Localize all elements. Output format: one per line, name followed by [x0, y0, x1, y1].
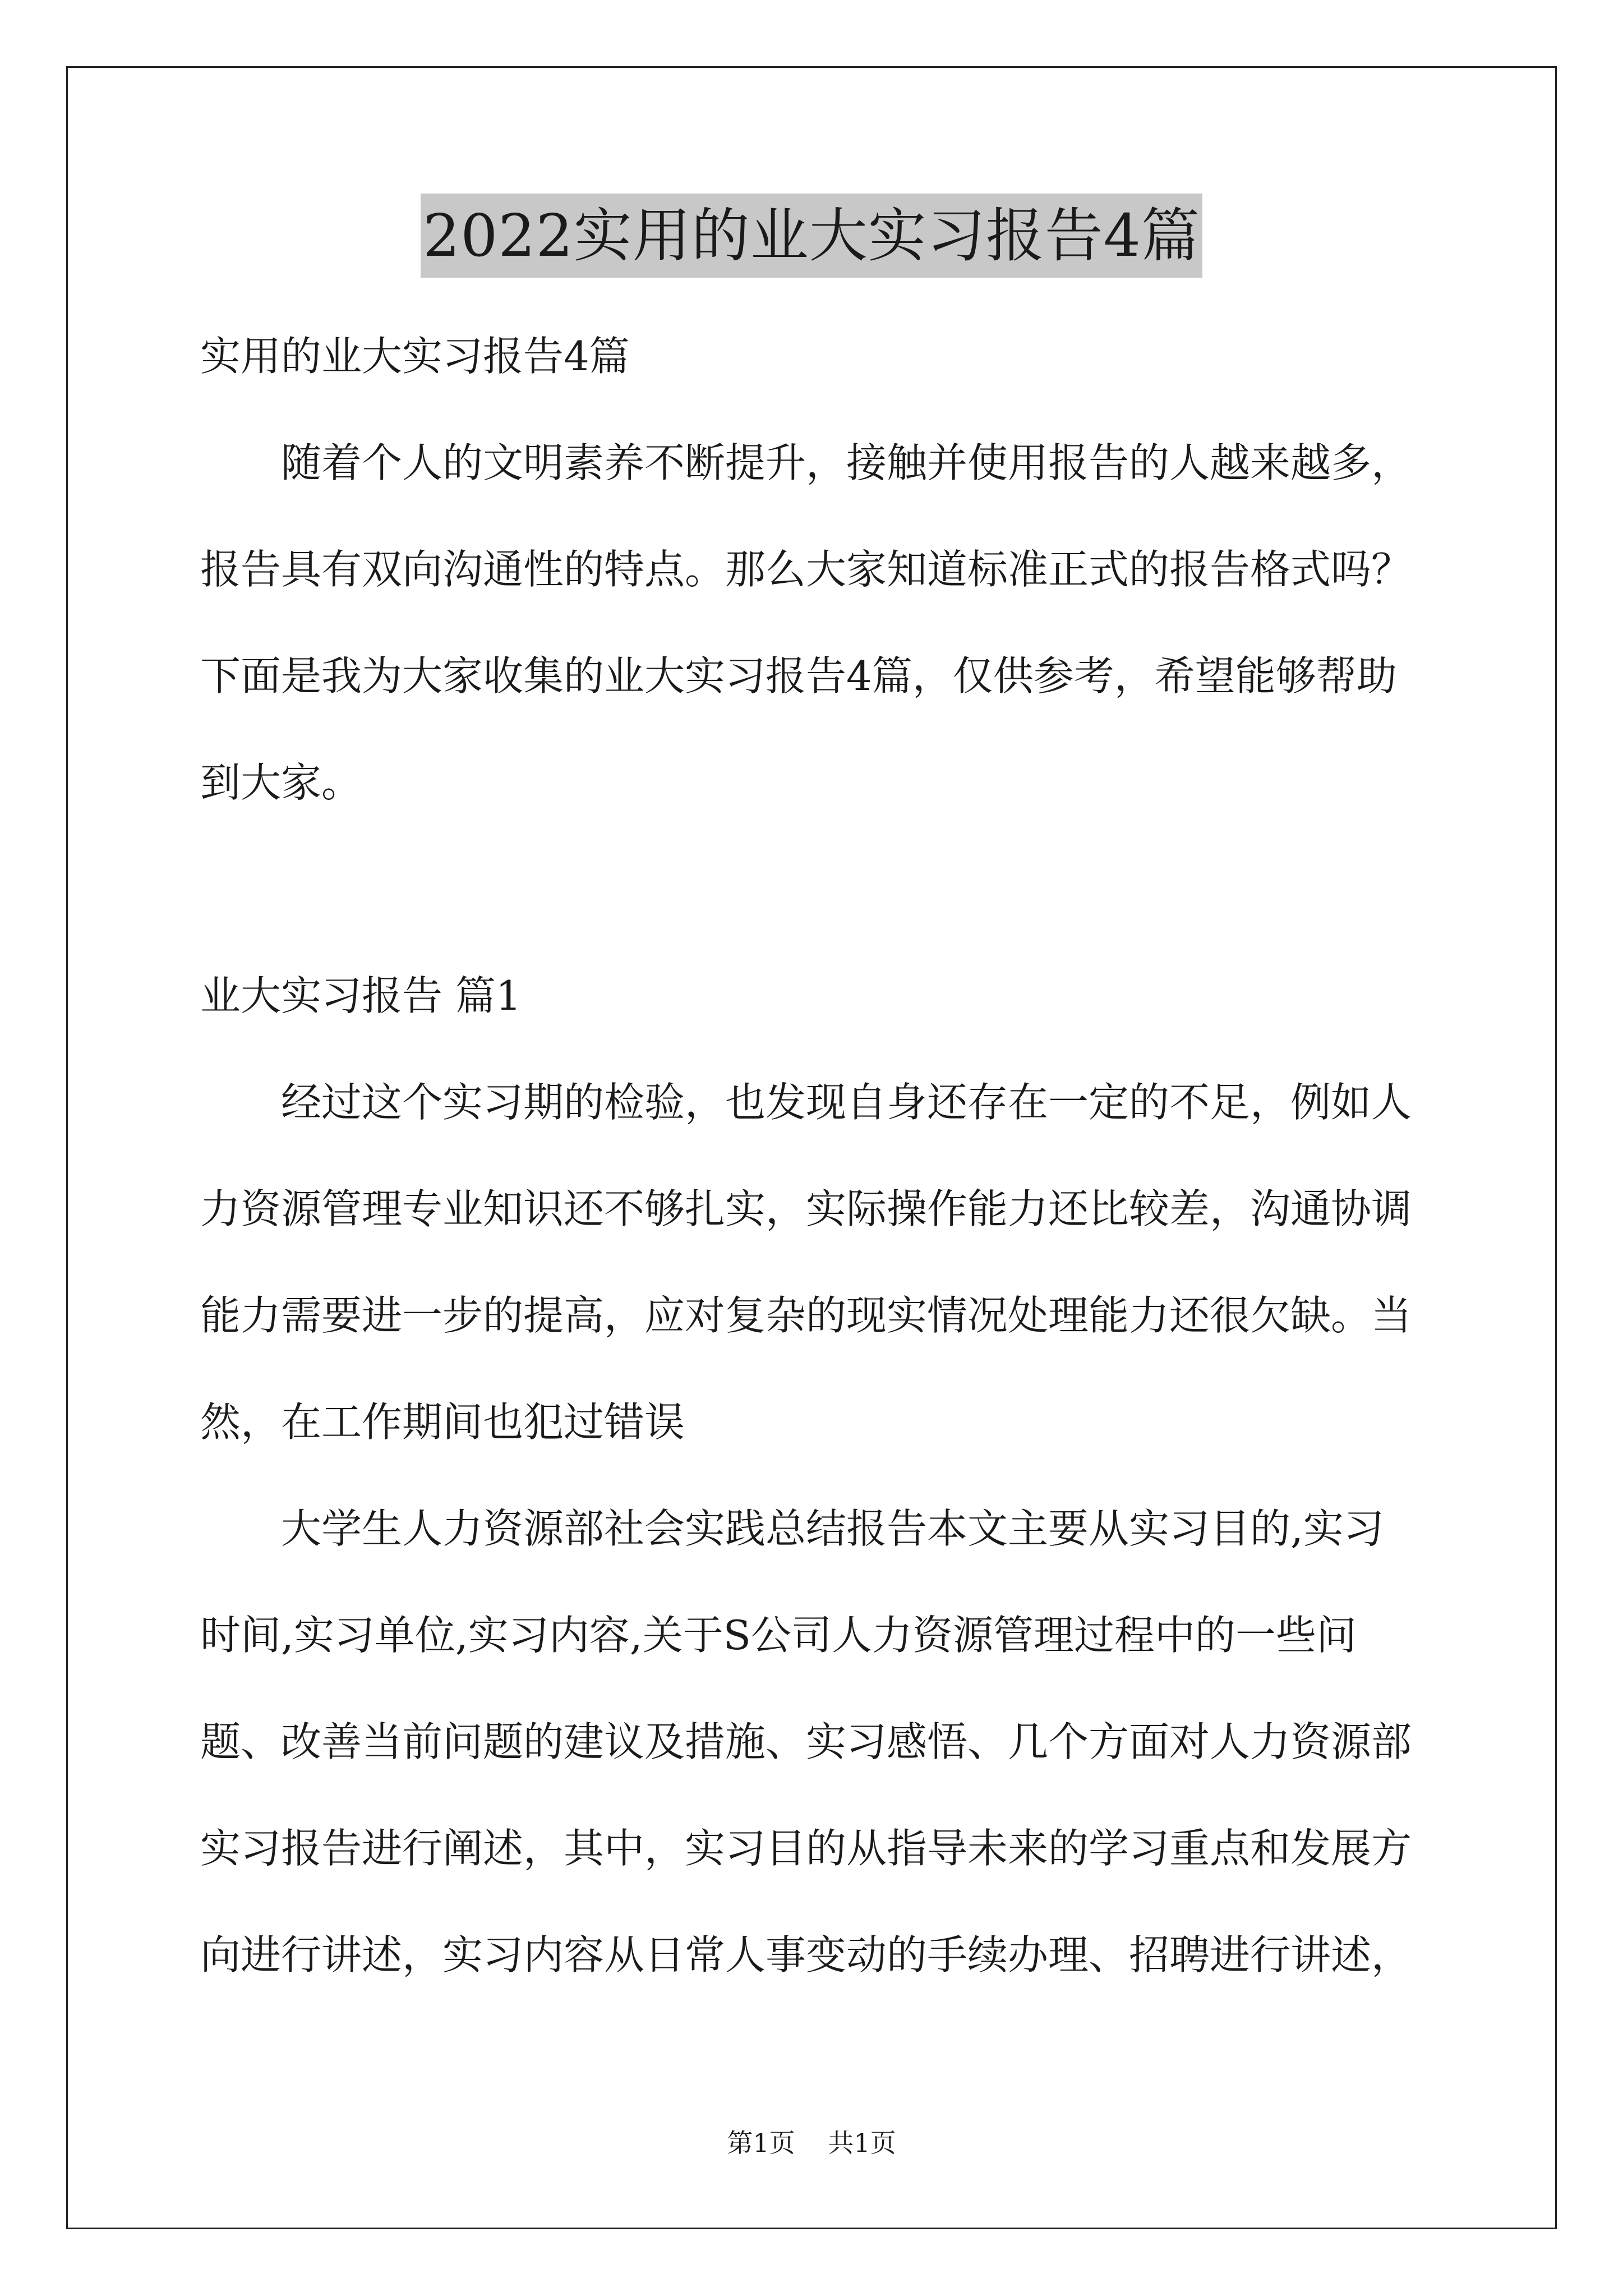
- text-line: 到大家。: [200, 759, 362, 806]
- text-line: 大学生人力资源部社会实践总结报告本文主要从实习目的,实习: [281, 1505, 1384, 1552]
- text-line: 力资源管理专业知识还不够扎实，实际操作能力还比较差，沟通协调: [200, 1185, 1412, 1232]
- title-container: [0, 194, 1623, 278]
- text-line: 时间,实习单位,实习内容,关于S公司人力资源管理过程中的一些问: [200, 1612, 1357, 1659]
- page-number-current: 第1页: [727, 2128, 795, 2158]
- text-line: 实习报告进行阐述，其中，实习目的从指导未来的学习重点和发展方: [200, 1825, 1412, 1872]
- blank-line: [200, 836, 1423, 942]
- page-number-total: 共1页: [828, 2128, 896, 2158]
- text-line: 报告具有双向沟通性的特点。那么大家知道标准正式的报告格式吗？: [200, 546, 1412, 593]
- text-line: 随着个人的文明素养不断提升，接触并使用报告的人越来越多，: [281, 439, 1412, 486]
- text-line: 下面是我为大家收集的业大实习报告4篇，仅供参考，希望能够帮助: [200, 652, 1397, 700]
- text-line: 经过这个实习期的检验，也发现自身还存在一定的不足，例如人: [281, 1079, 1412, 1126]
- page-footer: [0, 2126, 1623, 2160]
- text-line: 向进行讲述，实习内容从日常人事变动的手续办理、招聘进行讲述，: [200, 1931, 1412, 1978]
- text-line: 业大实习报告 篇1: [200, 972, 522, 1019]
- text-line: 然，在工作期间也犯过错误: [200, 1398, 685, 1446]
- text-line: 实用的业大实习报告4篇: [200, 333, 630, 380]
- text-line: 题、改善当前问题的建议及措施、实习感悟、几个方面对人力资源部: [200, 1718, 1412, 1765]
- document-title: 2022实用的业大实习报告4篇: [421, 194, 1202, 278]
- text-line: 能力需要进一步的提高，应对复杂的现实情况处理能力还很欠缺。当: [200, 1292, 1412, 1339]
- document-body: [200, 303, 1423, 2008]
